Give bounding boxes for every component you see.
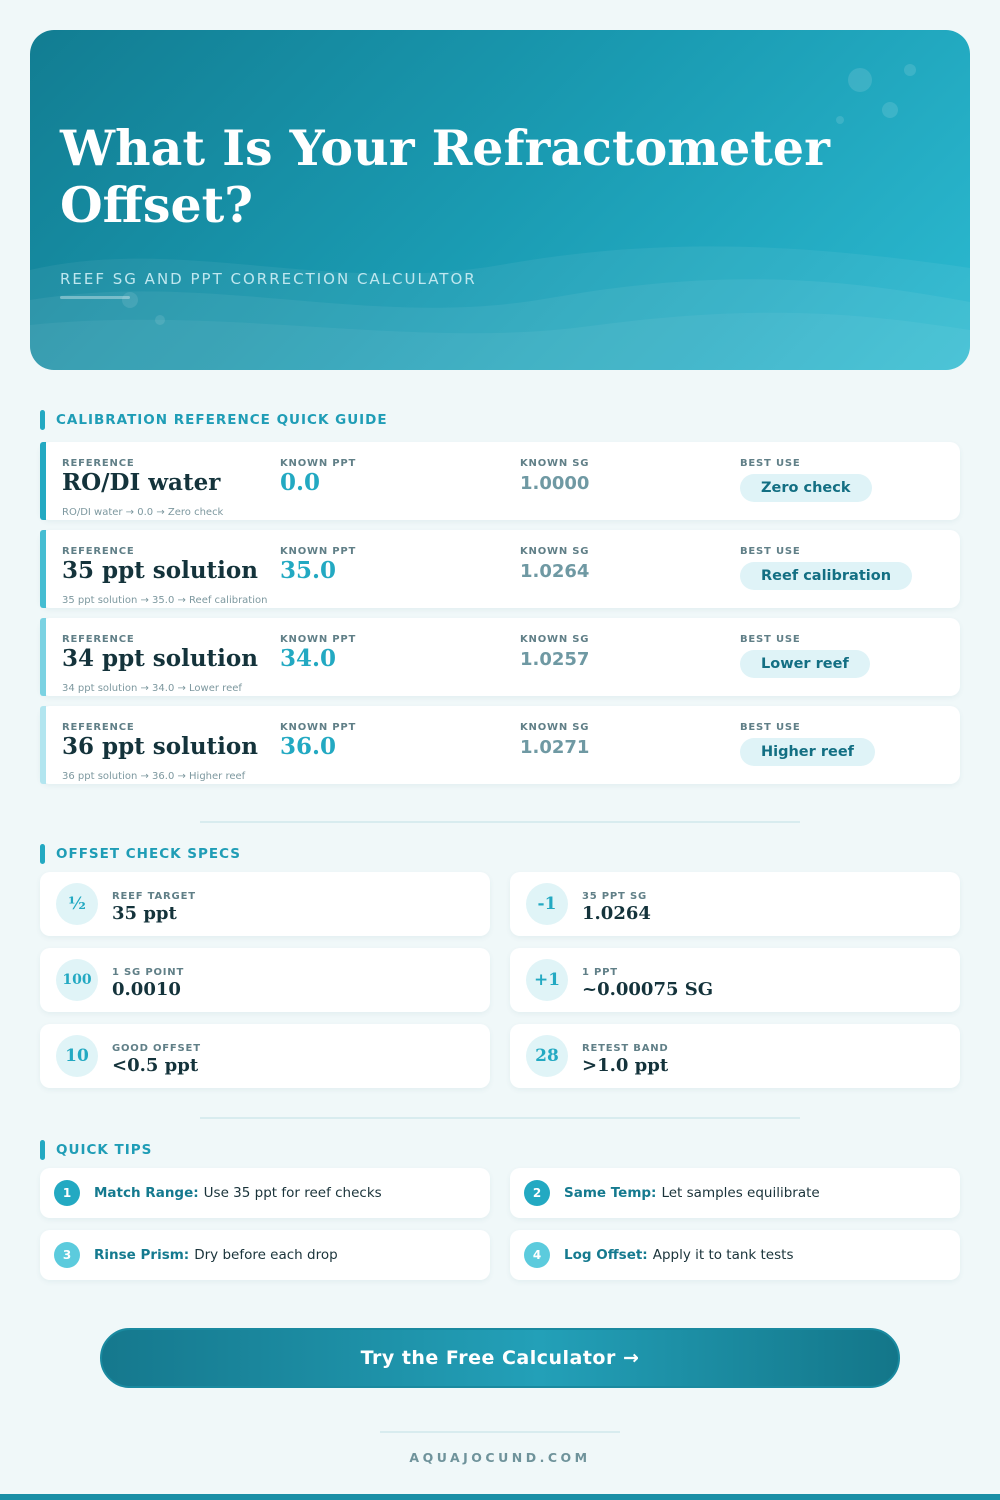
column-label-reference: REFERENCE: [62, 722, 135, 733]
tip-card: [40, 1230, 490, 1280]
best-use-badge: Zero check: [740, 474, 872, 502]
spec-label: RETEST BAND: [582, 1043, 669, 1054]
spec-value: 0.0010: [112, 979, 181, 1000]
spec-card: [510, 872, 960, 936]
column-label-ppt: KNOWN PPT: [280, 634, 357, 645]
known-sg-value: 1.0264: [520, 561, 590, 582]
hero-banner: [30, 30, 970, 370]
known-ppt-value: 36.0: [280, 733, 337, 760]
tip-title: Rinse Prism:: [94, 1247, 190, 1263]
page-subtitle: REEF SG AND PPT CORRECTION CALCULATOR: [60, 270, 477, 288]
reference-name: 35 ppt solution: [62, 557, 258, 584]
section-heading-specs: [40, 844, 241, 864]
spec-label: REEF TARGET: [112, 891, 196, 902]
spec-label: 1 PPT: [582, 967, 618, 978]
reference-name: 34 ppt solution: [62, 645, 258, 672]
best-use-badge: Reef calibration: [740, 562, 912, 590]
tip-card: [40, 1168, 490, 1218]
column-label-reference: REFERENCE: [62, 546, 135, 557]
reference-name: RO/DI water: [62, 469, 221, 496]
section-title: OFFSET CHECK SPECS: [56, 846, 241, 862]
known-sg-value: 1.0257: [520, 649, 590, 670]
column-label-ppt: KNOWN PPT: [280, 546, 357, 557]
column-label-sg: KNOWN SG: [520, 722, 590, 733]
best-use-badge: Lower reef: [740, 650, 870, 678]
spec-card: [40, 1024, 490, 1088]
tip-title: Log Offset:: [564, 1247, 648, 1263]
column-label-ppt: KNOWN PPT: [280, 458, 357, 469]
bottom-accent-bar: [0, 1494, 1000, 1500]
spec-icon-badge: 100: [56, 959, 98, 1001]
reference-footnote: 36 ppt solution → 36.0 → Higher reef: [62, 771, 246, 782]
tip-number-badge: 4: [524, 1242, 550, 1268]
tip-text: Apply it to tank tests: [652, 1247, 794, 1263]
card-accent-bar: [40, 706, 46, 784]
spec-value: ~0.00075 SG: [582, 979, 714, 1000]
reference-name: 36 ppt solution: [62, 733, 258, 760]
spec-icon-badge: 28: [526, 1035, 568, 1077]
reference-footnote: 34 ppt solution → 34.0 → Lower reef: [62, 683, 242, 694]
tip-text: Use 35 ppt for reef checks: [203, 1185, 382, 1201]
spec-card: [510, 1024, 960, 1088]
section-title: QUICK TIPS: [56, 1142, 153, 1158]
reference-card: [40, 618, 960, 696]
spec-card: [40, 948, 490, 1012]
page-title: What Is Your Refractometer Offset?: [60, 119, 830, 234]
spec-value: <0.5 ppt: [112, 1055, 199, 1076]
tip-number-badge: 1: [54, 1180, 80, 1206]
column-label-use: BEST USE: [740, 458, 801, 469]
heading-accent-bar: [40, 1140, 45, 1160]
card-accent-bar: [40, 618, 46, 696]
spec-card: [510, 948, 960, 1012]
tip-text: Let samples equilibrate: [661, 1185, 820, 1201]
tip-card: [510, 1168, 960, 1218]
footer-divider: [380, 1431, 620, 1433]
spec-icon-badge: 10: [56, 1035, 98, 1077]
reference-footnote: 35 ppt solution → 35.0 → Reef calibration: [62, 595, 268, 606]
reference-card: [40, 442, 960, 520]
spec-label: 1 SG POINT: [112, 967, 185, 978]
tip-number-badge: 2: [524, 1180, 550, 1206]
best-use-badge: Higher reef: [740, 738, 875, 766]
spec-icon-badge: ½: [56, 883, 98, 925]
spec-card: [40, 872, 490, 936]
reference-footnote: RO/DI water → 0.0 → Zero check: [62, 507, 224, 518]
tip-card: [510, 1230, 960, 1280]
tip-title: Match Range:: [94, 1185, 199, 1201]
section-heading-reference: [40, 410, 388, 430]
column-label-sg: KNOWN SG: [520, 458, 590, 469]
tip-title: Same Temp:: [564, 1185, 657, 1201]
column-label-use: BEST USE: [740, 722, 801, 733]
tip-number-badge: 3: [54, 1242, 80, 1268]
column-label-reference: REFERENCE: [62, 634, 135, 645]
card-accent-bar: [40, 530, 46, 608]
known-ppt-value: 35.0: [280, 557, 337, 584]
subtitle-underline: [60, 296, 130, 299]
known-ppt-value: 0.0: [280, 469, 321, 496]
column-label-sg: KNOWN SG: [520, 634, 590, 645]
known-sg-value: 1.0271: [520, 737, 590, 758]
section-heading-tips: [40, 1140, 152, 1160]
heading-accent-bar: [40, 410, 45, 430]
card-accent-bar: [40, 442, 46, 520]
column-label-use: BEST USE: [740, 634, 801, 645]
spec-label: GOOD OFFSET: [112, 1043, 201, 1054]
column-label-reference: REFERENCE: [62, 458, 135, 469]
spec-label: 35 PPT SG: [582, 891, 647, 902]
known-ppt-value: 34.0: [280, 645, 337, 672]
spec-value: 35 ppt: [112, 903, 177, 924]
try-calculator-button[interactable]: Try the Free Calculator →: [100, 1328, 900, 1388]
section-divider: [200, 1117, 800, 1119]
footer-site-link[interactable]: AQUAJOCUND.COM: [409, 1450, 591, 1465]
spec-icon-badge: +1: [526, 959, 568, 1001]
reference-card: [40, 706, 960, 784]
section-title: CALIBRATION REFERENCE QUICK GUIDE: [56, 412, 388, 428]
column-label-ppt: KNOWN PPT: [280, 722, 357, 733]
tip-text: Dry before each drop: [194, 1247, 338, 1263]
spec-icon-badge: -1: [526, 883, 568, 925]
column-label-use: BEST USE: [740, 546, 801, 557]
spec-value: >1.0 ppt: [582, 1055, 669, 1076]
spec-value: 1.0264: [582, 903, 651, 924]
column-label-sg: KNOWN SG: [520, 546, 590, 557]
heading-accent-bar: [40, 844, 45, 864]
section-divider: [200, 821, 800, 823]
known-sg-value: 1.0000: [520, 473, 590, 494]
reference-card: [40, 530, 960, 608]
